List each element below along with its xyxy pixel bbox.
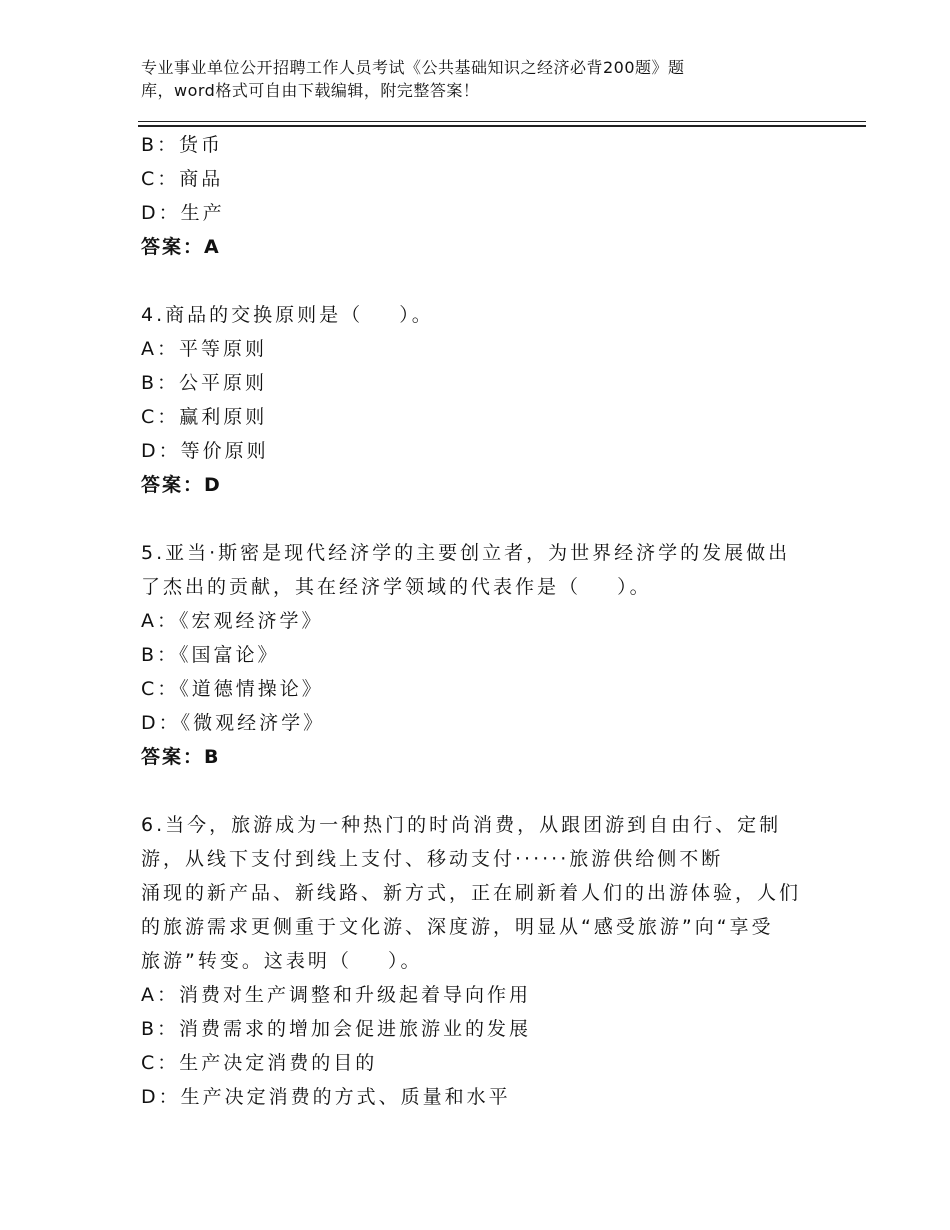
question-text-line: 游，从线下支付到线上支付、移动支付······旅游供给侧不断 xyxy=(141,848,724,870)
answer: 答案：B xyxy=(141,746,221,768)
option-c: C：《道德情操论》 xyxy=(141,678,324,700)
question-5 xyxy=(141,536,821,774)
option-c: C：赢利原则 xyxy=(141,406,268,428)
option-b: B：公平原则 xyxy=(141,372,268,394)
header-divider-thin xyxy=(138,121,866,122)
option-d: D：等价原则 xyxy=(141,440,269,462)
question-text-line: 6.当今，旅游成为一种热门的时尚消费，从跟团游到自由行、定制 xyxy=(141,814,782,836)
option-d: D：《微观经济学》 xyxy=(141,712,326,734)
question-content xyxy=(141,128,821,1114)
question-4 xyxy=(141,298,821,502)
header-line-2: 库，word格式可自由下载编辑，附完整答案！ xyxy=(141,81,480,100)
option-a: A：《宏观经济学》 xyxy=(141,610,324,632)
question-3-continued xyxy=(141,128,821,264)
spacer xyxy=(141,264,821,298)
answer: 答案：D xyxy=(141,474,222,496)
option-b: B：《国富论》 xyxy=(141,644,280,666)
question-text-line: 的旅游需求更侧重于文化游、深度游，明显从“感受旅游”向“享受 xyxy=(141,916,774,938)
option-c: C：生产决定消费的目的 xyxy=(141,1052,378,1074)
question-text: 4.商品的交换原则是（ ）。 xyxy=(141,304,434,326)
document-header xyxy=(141,56,781,102)
option-c: C：商品 xyxy=(141,168,224,190)
question-6 xyxy=(141,808,821,1114)
option-b: B：货币 xyxy=(141,134,224,156)
option-d: D：生产决定消费的方式、质量和水平 xyxy=(141,1086,511,1108)
option-a: A：平等原则 xyxy=(141,338,267,360)
spacer xyxy=(141,774,821,808)
spacer xyxy=(141,502,821,536)
question-text-line: 涌现的新产品、新线路、新方式，正在刷新着人们的出游体验，人们 xyxy=(141,882,802,904)
header-line-1: 专业事业单位公开招聘工作人员考试《公共基础知识之经济必背200题》题 xyxy=(141,58,685,77)
question-text-line: 了杰出的贡献，其在经济学领域的代表作是（ ）。 xyxy=(141,576,652,598)
option-d: D：生产 xyxy=(141,202,225,224)
answer: 答案：A xyxy=(141,236,221,258)
question-text-line: 旅游”转变。这表明（ ）。 xyxy=(141,950,423,972)
question-text-line: 5.亚当·斯密是现代经济学的主要创立者，为世界经济学的发展做出 xyxy=(141,542,791,564)
option-b: B：消费需求的增加会促进旅游业的发展 xyxy=(141,1018,532,1040)
option-a: A：消费对生产调整和升级起着导向作用 xyxy=(141,984,531,1006)
header-divider-thick xyxy=(138,125,866,127)
